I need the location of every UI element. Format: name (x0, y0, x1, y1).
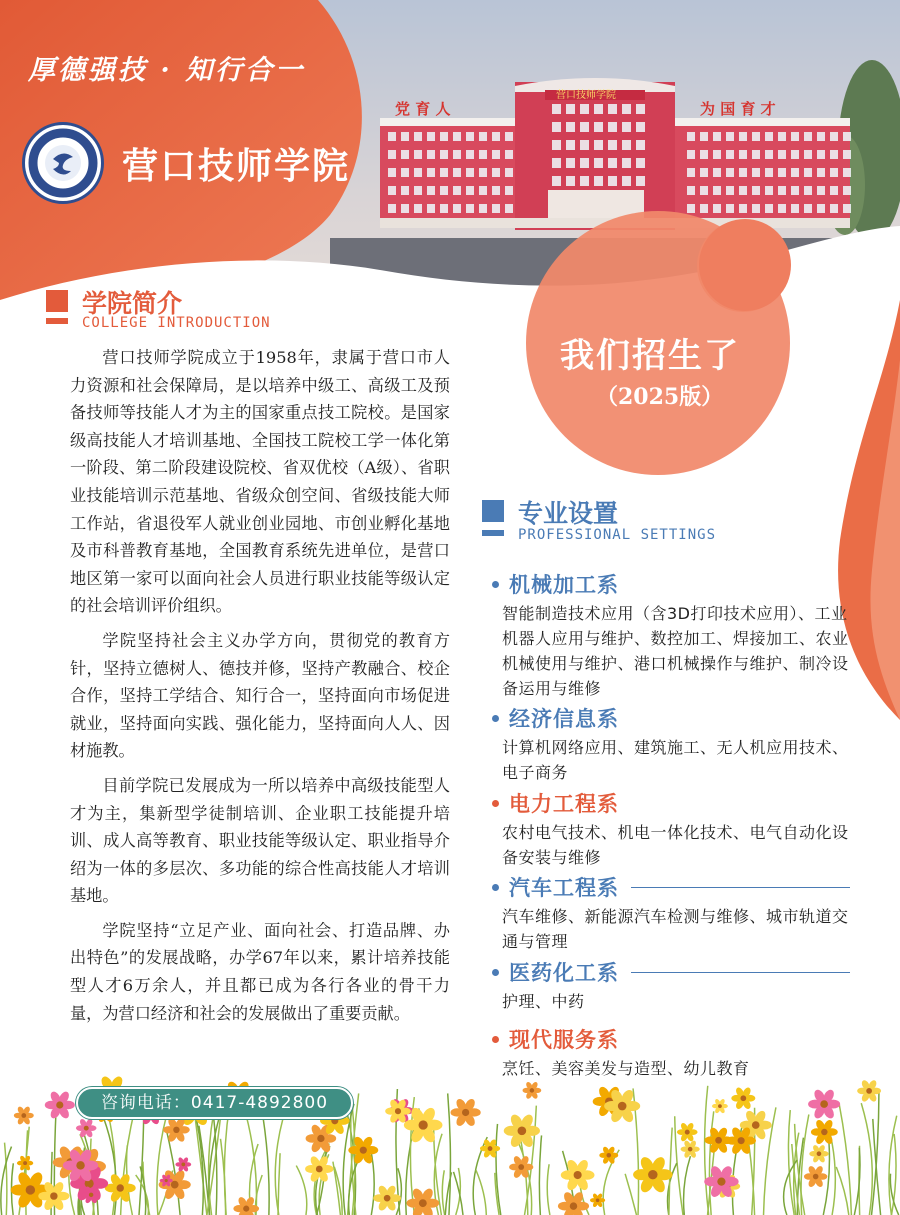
enrollment-edition: （2025版） (596, 384, 724, 410)
intro-paragraph: 学院坚持社会主义办学方向，贯彻党的教育方针，坚持立德树人、德技并修，坚持产教融合、校企合作，坚持工学结合、知行合一，坚持面向市场促进就业，坚持面向实践、强化能力，坚持面向人人、因材施教。 (70, 630, 450, 761)
department-name: 现代服务系 (509, 1028, 619, 1052)
department-name: 经济信息系 (509, 707, 619, 731)
intro-body (70, 344, 450, 1034)
flower-decoration (0, 1060, 900, 1215)
department-name: 机械加工系 (509, 573, 619, 597)
majors-title: 专业设置 (518, 499, 619, 528)
bullet-dot-icon (492, 715, 499, 722)
department-block (490, 703, 850, 785)
majors-heading-square (482, 500, 504, 522)
bullet-dot-icon (492, 884, 499, 891)
divider-line (631, 972, 850, 973)
school-logo (22, 122, 104, 204)
school-name: 营口技师学院 (122, 146, 351, 187)
department-name: 电力工程系 (509, 792, 619, 816)
bullet-dot-icon (492, 581, 499, 588)
intro-heading-bar (46, 318, 68, 324)
department-majors: 计算机网络应用、建筑施工、无人机应用技术、电子商务 (502, 738, 849, 782)
banner-right-text: 为 国 育 才 (700, 100, 776, 118)
bullet-dot-icon (492, 1036, 499, 1043)
department-name: 汽车工程系 (509, 876, 619, 900)
department-majors: 智能制造技术应用（含3D打印技术应用）、工业机器人应用与维护、数控加工、焊接加工、农业机械使用与维护、港口机械操作与维护、制冷设备运用与维修 (502, 604, 849, 698)
majors-heading-bar (482, 530, 504, 536)
intro-paragraph: 学院坚持“立足产业、面向社会、打造品牌、办出特色”的发展战略，办学67年以来，累计培养技能型人才6万余人，并且都已成为各行各业的骨干力量，为营口经济和社会的发展做出了重要贡献。 (70, 920, 450, 1023)
department-majors: 烹饪、美容美发与造型、幼儿教育 (502, 1059, 750, 1078)
department-name: 医药化工系 (509, 961, 619, 985)
intro-title: 学院简介 (82, 289, 183, 318)
department-block (490, 872, 850, 954)
building-sign-text: 营口技师学院 (556, 90, 616, 101)
divider-line (631, 887, 850, 888)
department-majors: 护理、中药 (502, 992, 585, 1011)
phone-contact-badge: 咨询电话：0417-4892800 (76, 1087, 353, 1119)
intro-subtitle: COLLEGE INTRODUCTION (82, 315, 271, 331)
intro-paragraph: 目前学院已发展成为一所以培养中高级技能型人才为主，集新型学徒制培训、企业职工技能提升培训、成人高等教育、职业技能等级认定、职业指导介绍为一体的多层次、多功能的综合性高技能人才培训基地。 (70, 775, 450, 906)
school-motto: 厚德强技 · 知行合一 (28, 55, 306, 86)
bullet-dot-icon (492, 800, 499, 807)
department-block (490, 569, 850, 701)
department-majors: 农村电气技术、机电一体化技术、电气自动化设备安装与维修 (502, 823, 849, 867)
department-block (490, 957, 850, 1014)
enrollment-title: 我们招生了 (560, 336, 740, 376)
department-majors: 汽车维修、新能源汽车检测与维修、城市轨道交通与管理 (502, 907, 849, 951)
banner-left-text: 党 育 人 (395, 100, 451, 118)
majors-subtitle: PROFESSIONAL SETTINGS (518, 527, 717, 543)
bullet-dot-icon (492, 969, 499, 976)
intro-paragraph: 营口技师学院成立于1958年，隶属于营口市人力资源和社会保障局，是以培养中级工、高级工及预备技师等技能人才为主的国家重点技工院校。是国家级高技能人才培训基地、全国技工院校工学一体化第一阶段、第二阶段建设院校、省双优校（A级）、省职业技能培训示范基地、省级众创空间、省级技能大师工作站，省退役军人就业创业园地、市创业孵化基地及市科普教育基地，全国教育系统先进单位，是营口地区第一家可以面向社会人员进行职业技能等级认定的社会培训评价组织。 (70, 348, 450, 616)
department-block (490, 788, 850, 870)
intro-heading-square (46, 290, 68, 312)
